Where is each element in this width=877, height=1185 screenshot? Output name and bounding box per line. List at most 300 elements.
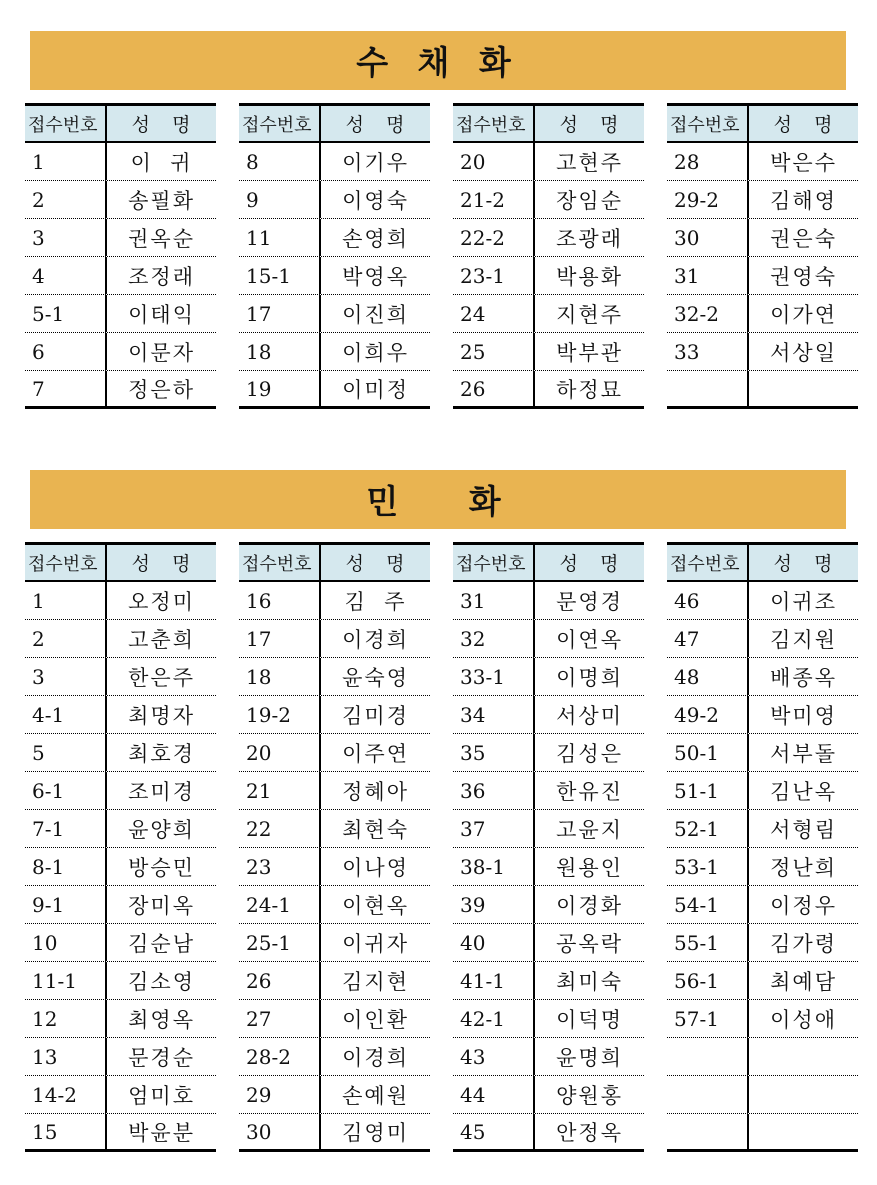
registration-number-cell: 10 [25, 924, 107, 961]
table-row [25, 1114, 216, 1152]
roster-table [453, 542, 644, 1152]
name-cell: 김 주 [344, 589, 407, 614]
registration-number-cell: 11 [239, 219, 321, 256]
table-row [25, 810, 216, 848]
table-row [239, 658, 430, 696]
registration-number-cell: 20 [239, 734, 321, 771]
name-cell: 조광래 [556, 226, 623, 251]
column-header-registration-number: 접수번호 [239, 106, 321, 141]
name-cell: 최호경 [128, 741, 195, 766]
name-cell: 지현주 [556, 302, 623, 327]
table-row [667, 658, 858, 696]
table-row [25, 848, 216, 886]
name-cell: 권은숙 [770, 226, 837, 251]
name-cell: 최현숙 [342, 817, 409, 842]
table-row [453, 886, 644, 924]
registration-number-cell: 2 [25, 181, 107, 218]
registration-number-cell: 11-1 [25, 962, 107, 999]
name-cell: 이기우 [342, 150, 409, 175]
column-header-name: 성 명 [131, 114, 192, 136]
table-row [453, 962, 644, 1000]
name-cell: 박영옥 [342, 264, 409, 289]
table-row [453, 1000, 644, 1038]
registration-number-cell: 34 [453, 696, 535, 733]
registration-number-cell: 48 [667, 658, 749, 695]
registration-number-cell: 56-1 [667, 962, 749, 999]
registration-number-cell: 8-1 [25, 848, 107, 885]
name-cell: 이경화 [556, 893, 623, 918]
registration-number-cell: 1 [25, 582, 107, 619]
table-row [239, 295, 430, 333]
name-cell: 이가연 [770, 302, 837, 327]
table-row [25, 143, 216, 181]
name-cell: 이문자 [128, 340, 195, 365]
column-header-name: 성 명 [345, 553, 406, 575]
table-row [239, 1114, 430, 1152]
roster-table [667, 542, 858, 1152]
name-cell: 안정옥 [556, 1120, 623, 1145]
table-row [453, 219, 644, 257]
registration-number-cell: 1 [25, 143, 107, 180]
registration-number-cell: 9 [239, 181, 321, 218]
name-cell: 조미경 [128, 779, 195, 804]
table-row [453, 1114, 644, 1152]
table-row [239, 371, 430, 409]
name-cell: 이귀자 [342, 931, 409, 956]
table-row [25, 219, 216, 257]
name-cell: 양원홍 [556, 1083, 623, 1108]
table-row [25, 582, 216, 620]
name-cell: 김가령 [770, 931, 837, 956]
roster-table [239, 103, 430, 409]
name-cell: 김지현 [342, 969, 409, 994]
table-row [453, 371, 644, 409]
column-header-registration-number: 접수번호 [453, 545, 535, 580]
table-row [25, 295, 216, 333]
registration-number-cell: 2 [25, 620, 107, 657]
registration-number-cell: 5-1 [25, 295, 107, 332]
table-row [667, 333, 858, 371]
table-row [667, 181, 858, 219]
registration-number-cell: 54-1 [667, 886, 749, 923]
name-cell: 이희우 [342, 340, 409, 365]
name-cell [749, 1114, 858, 1149]
name-cell: 방승민 [128, 855, 195, 880]
table-row [239, 772, 430, 810]
registration-number-cell: 45 [453, 1114, 535, 1149]
name-cell: 이성애 [770, 1007, 837, 1032]
table-row [239, 924, 430, 962]
registration-number-cell: 29-2 [667, 181, 749, 218]
table-header-row [239, 106, 430, 143]
table-row [25, 1076, 216, 1114]
table-header-row [667, 106, 858, 143]
table-row [453, 582, 644, 620]
name-cell: 김영미 [342, 1120, 409, 1145]
registration-number-cell: 50-1 [667, 734, 749, 771]
name-cell: 고현주 [556, 150, 623, 175]
registration-number-cell: 14-2 [25, 1076, 107, 1113]
name-cell: 이진희 [342, 302, 409, 327]
table-row [453, 257, 644, 295]
registration-number-cell: 27 [239, 1000, 321, 1037]
registration-number-cell: 12 [25, 1000, 107, 1037]
table-row [667, 696, 858, 734]
registration-number-cell: 28 [667, 143, 749, 180]
table-row [453, 848, 644, 886]
table-row [453, 620, 644, 658]
registration-number-cell: 29 [239, 1076, 321, 1113]
column-header-registration-number: 접수번호 [25, 106, 107, 141]
registration-number-cell: 19-2 [239, 696, 321, 733]
table-row [239, 333, 430, 371]
column-header-name: 성 명 [345, 114, 406, 136]
table-row [25, 772, 216, 810]
registration-number-cell: 4 [25, 257, 107, 294]
table-row [453, 924, 644, 962]
registration-number-cell: 49-2 [667, 696, 749, 733]
name-cell: 이미정 [342, 377, 409, 402]
table-row [25, 658, 216, 696]
registration-number-cell: 17 [239, 295, 321, 332]
name-cell: 문영경 [556, 589, 623, 614]
registration-number-cell: 52-1 [667, 810, 749, 847]
registration-number-cell: 26 [239, 962, 321, 999]
name-cell: 이주연 [342, 741, 409, 766]
table-row [667, 886, 858, 924]
registration-number-cell [667, 1114, 749, 1149]
table-row [453, 1076, 644, 1114]
name-cell: 이 귀 [130, 150, 193, 175]
tables-grid-watercolor [25, 103, 858, 409]
registration-number-cell: 21-2 [453, 181, 535, 218]
table-row [239, 848, 430, 886]
table-row [667, 1114, 858, 1152]
table-row [453, 295, 644, 333]
name-cell: 한은주 [128, 665, 195, 690]
registration-number-cell: 42-1 [453, 1000, 535, 1037]
registration-number-cell: 43 [453, 1038, 535, 1075]
registration-number-cell: 46 [667, 582, 749, 619]
name-cell: 한유진 [556, 779, 623, 804]
name-cell: 김순남 [128, 931, 195, 956]
section-title-minhwa: 민 화 [366, 482, 510, 521]
table-row [453, 658, 644, 696]
table-row [667, 620, 858, 658]
table-row [25, 333, 216, 371]
table-row [239, 734, 430, 772]
table-row [25, 620, 216, 658]
table-row [239, 582, 430, 620]
registration-number-cell: 4-1 [25, 696, 107, 733]
section-watercolor [25, 31, 858, 409]
registration-number-cell: 6 [25, 333, 107, 370]
registration-number-cell: 19 [239, 371, 321, 406]
registration-number-cell: 22 [239, 810, 321, 847]
registration-number-cell: 28-2 [239, 1038, 321, 1075]
name-cell: 손영희 [342, 226, 409, 251]
column-header-name: 성 명 [131, 553, 192, 575]
table-header-row [25, 106, 216, 143]
registration-number-cell: 33-1 [453, 658, 535, 695]
registration-number-cell: 37 [453, 810, 535, 847]
registration-number-cell: 15 [25, 1114, 107, 1149]
registration-number-cell [667, 1076, 749, 1113]
registration-number-cell: 57-1 [667, 1000, 749, 1037]
registration-number-cell: 23 [239, 848, 321, 885]
registration-number-cell: 32 [453, 620, 535, 657]
name-cell: 서부돌 [770, 741, 837, 766]
section-banner-watercolor [30, 31, 846, 90]
name-cell: 서형림 [770, 817, 837, 842]
name-cell: 정난희 [770, 855, 837, 880]
column-header-name: 성 명 [773, 114, 834, 136]
table-row [239, 219, 430, 257]
table-row [25, 962, 216, 1000]
registration-number-cell: 15-1 [239, 257, 321, 294]
table-row [667, 810, 858, 848]
name-cell: 정혜아 [342, 779, 409, 804]
registration-number-cell: 7-1 [25, 810, 107, 847]
name-cell [749, 1076, 858, 1113]
table-row [25, 371, 216, 409]
registration-number-cell: 18 [239, 658, 321, 695]
registration-number-cell: 39 [453, 886, 535, 923]
table-row [667, 371, 858, 409]
table-row [239, 886, 430, 924]
table-row [453, 1038, 644, 1076]
name-cell: 박미영 [770, 703, 837, 728]
registration-number-cell: 31 [453, 582, 535, 619]
table-row [667, 1076, 858, 1114]
name-cell: 최영옥 [128, 1007, 195, 1032]
registration-number-cell: 22-2 [453, 219, 535, 256]
name-cell: 윤숙영 [342, 665, 409, 690]
name-cell: 조정래 [128, 264, 195, 289]
table-row [667, 848, 858, 886]
registration-number-cell: 47 [667, 620, 749, 657]
section-banner-minhwa [30, 470, 846, 529]
name-cell: 박윤분 [128, 1120, 195, 1145]
table-row [25, 924, 216, 962]
table-row [667, 219, 858, 257]
registration-number-cell: 30 [667, 219, 749, 256]
table-header-row [25, 545, 216, 582]
registration-number-cell: 13 [25, 1038, 107, 1075]
registration-number-cell: 25-1 [239, 924, 321, 961]
table-row [25, 257, 216, 295]
registration-number-cell: 30 [239, 1114, 321, 1149]
registration-number-cell: 23-1 [453, 257, 535, 294]
name-cell: 이영숙 [342, 188, 409, 213]
name-cell: 최명자 [128, 703, 195, 728]
registration-number-cell: 8 [239, 143, 321, 180]
table-row [239, 810, 430, 848]
table-row [667, 734, 858, 772]
column-header-name: 성 명 [559, 114, 620, 136]
name-cell: 김해영 [770, 188, 837, 213]
registration-number-cell: 53-1 [667, 848, 749, 885]
registration-number-cell: 35 [453, 734, 535, 771]
section-title-watercolor: 수 채 화 [356, 43, 520, 82]
registration-number-cell: 41-1 [453, 962, 535, 999]
table-header-row [667, 545, 858, 582]
name-cell: 윤양희 [128, 817, 195, 842]
registration-number-cell: 9-1 [25, 886, 107, 923]
table-row [667, 924, 858, 962]
table-row [25, 696, 216, 734]
name-cell: 박부관 [556, 340, 623, 365]
table-row [25, 181, 216, 219]
name-cell: 김난옥 [770, 779, 837, 804]
name-cell: 고윤지 [556, 817, 623, 842]
name-cell: 이귀조 [770, 589, 837, 614]
registration-number-cell: 7 [25, 371, 107, 406]
table-row [239, 143, 430, 181]
roster-table [25, 103, 216, 409]
name-cell: 오정미 [128, 589, 195, 614]
column-header-registration-number: 접수번호 [239, 545, 321, 580]
registration-number-cell: 24-1 [239, 886, 321, 923]
registration-number-cell: 21 [239, 772, 321, 809]
column-header-registration-number: 접수번호 [25, 545, 107, 580]
registration-number-cell: 20 [453, 143, 535, 180]
table-row [239, 620, 430, 658]
name-cell: 권옥순 [128, 226, 195, 251]
name-cell: 권영숙 [770, 264, 837, 289]
table-row [667, 143, 858, 181]
name-cell: 장미옥 [128, 893, 195, 918]
table-row [453, 734, 644, 772]
roster-table [453, 103, 644, 409]
name-cell: 박용화 [556, 264, 623, 289]
name-cell: 이명희 [556, 665, 623, 690]
table-row [239, 962, 430, 1000]
name-cell: 김지원 [770, 627, 837, 652]
name-cell: 최미숙 [556, 969, 623, 994]
table-row [667, 772, 858, 810]
name-cell [749, 371, 858, 406]
registration-number-cell: 36 [453, 772, 535, 809]
table-row [453, 696, 644, 734]
name-cell: 이현옥 [342, 893, 409, 918]
table-row [667, 295, 858, 333]
name-cell: 이덕명 [556, 1007, 623, 1032]
registration-number-cell: 3 [25, 219, 107, 256]
name-cell: 고춘희 [128, 627, 195, 652]
registration-number-cell: 55-1 [667, 924, 749, 961]
name-cell: 김소영 [128, 969, 195, 994]
table-row [453, 772, 644, 810]
name-cell: 김성은 [556, 741, 623, 766]
table-row [453, 810, 644, 848]
registration-number-cell: 38-1 [453, 848, 535, 885]
table-row [25, 734, 216, 772]
tables-grid-minhwa [25, 542, 858, 1152]
name-cell: 장임순 [556, 188, 623, 213]
name-cell: 엄미호 [128, 1083, 195, 1108]
table-row [239, 1076, 430, 1114]
roster-table [239, 542, 430, 1152]
name-cell: 서상일 [770, 340, 837, 365]
name-cell: 이태익 [128, 302, 195, 327]
registration-number-cell [667, 1038, 749, 1075]
table-row [239, 181, 430, 219]
table-row [25, 886, 216, 924]
registration-number-cell [667, 371, 749, 406]
table-row [667, 1038, 858, 1076]
name-cell: 이연옥 [556, 627, 623, 652]
name-cell: 공옥락 [556, 931, 623, 956]
roster-table [25, 542, 216, 1152]
name-cell: 서상미 [556, 703, 623, 728]
name-cell: 박은수 [770, 150, 837, 175]
name-cell: 문경순 [128, 1045, 195, 1070]
registration-number-cell: 24 [453, 295, 535, 332]
table-row [667, 582, 858, 620]
table-row [239, 696, 430, 734]
name-cell: 정은하 [128, 377, 195, 402]
name-cell: 이나영 [342, 855, 409, 880]
name-cell: 김미경 [342, 703, 409, 728]
registration-number-cell: 40 [453, 924, 535, 961]
name-cell: 이인환 [342, 1007, 409, 1032]
name-cell: 최예담 [770, 969, 837, 994]
table-row [25, 1038, 216, 1076]
table-row [453, 333, 644, 371]
name-cell: 원용인 [556, 855, 623, 880]
registration-number-cell: 44 [453, 1076, 535, 1113]
registration-number-cell: 16 [239, 582, 321, 619]
registration-number-cell: 6-1 [25, 772, 107, 809]
table-row [25, 1000, 216, 1038]
registration-number-cell: 31 [667, 257, 749, 294]
table-header-row [453, 106, 644, 143]
column-header-name: 성 명 [559, 553, 620, 575]
name-cell: 하정묘 [556, 377, 623, 402]
table-row [453, 143, 644, 181]
registration-number-cell: 17 [239, 620, 321, 657]
registration-number-cell: 18 [239, 333, 321, 370]
table-row [453, 181, 644, 219]
section-minhwa [25, 470, 858, 1152]
roster-table [667, 103, 858, 409]
name-cell: 이경희 [342, 1045, 409, 1070]
name-cell: 송필화 [128, 188, 195, 213]
table-row [239, 1038, 430, 1076]
name-cell [749, 1038, 858, 1075]
column-header-registration-number: 접수번호 [667, 106, 749, 141]
registration-number-cell: 33 [667, 333, 749, 370]
table-header-row [453, 545, 644, 582]
name-cell: 배종옥 [770, 665, 837, 690]
name-cell: 윤명희 [556, 1045, 623, 1070]
column-header-name: 성 명 [773, 553, 834, 575]
table-row [667, 1000, 858, 1038]
registration-number-cell: 26 [453, 371, 535, 406]
name-cell: 이경희 [342, 627, 409, 652]
name-cell: 손예원 [342, 1083, 409, 1108]
registration-number-cell: 3 [25, 658, 107, 695]
table-row [667, 257, 858, 295]
table-row [239, 257, 430, 295]
table-row [239, 1000, 430, 1038]
name-cell: 이정우 [770, 893, 837, 918]
registration-number-cell: 25 [453, 333, 535, 370]
registration-number-cell: 51-1 [667, 772, 749, 809]
column-header-registration-number: 접수번호 [667, 545, 749, 580]
column-header-registration-number: 접수번호 [453, 106, 535, 141]
